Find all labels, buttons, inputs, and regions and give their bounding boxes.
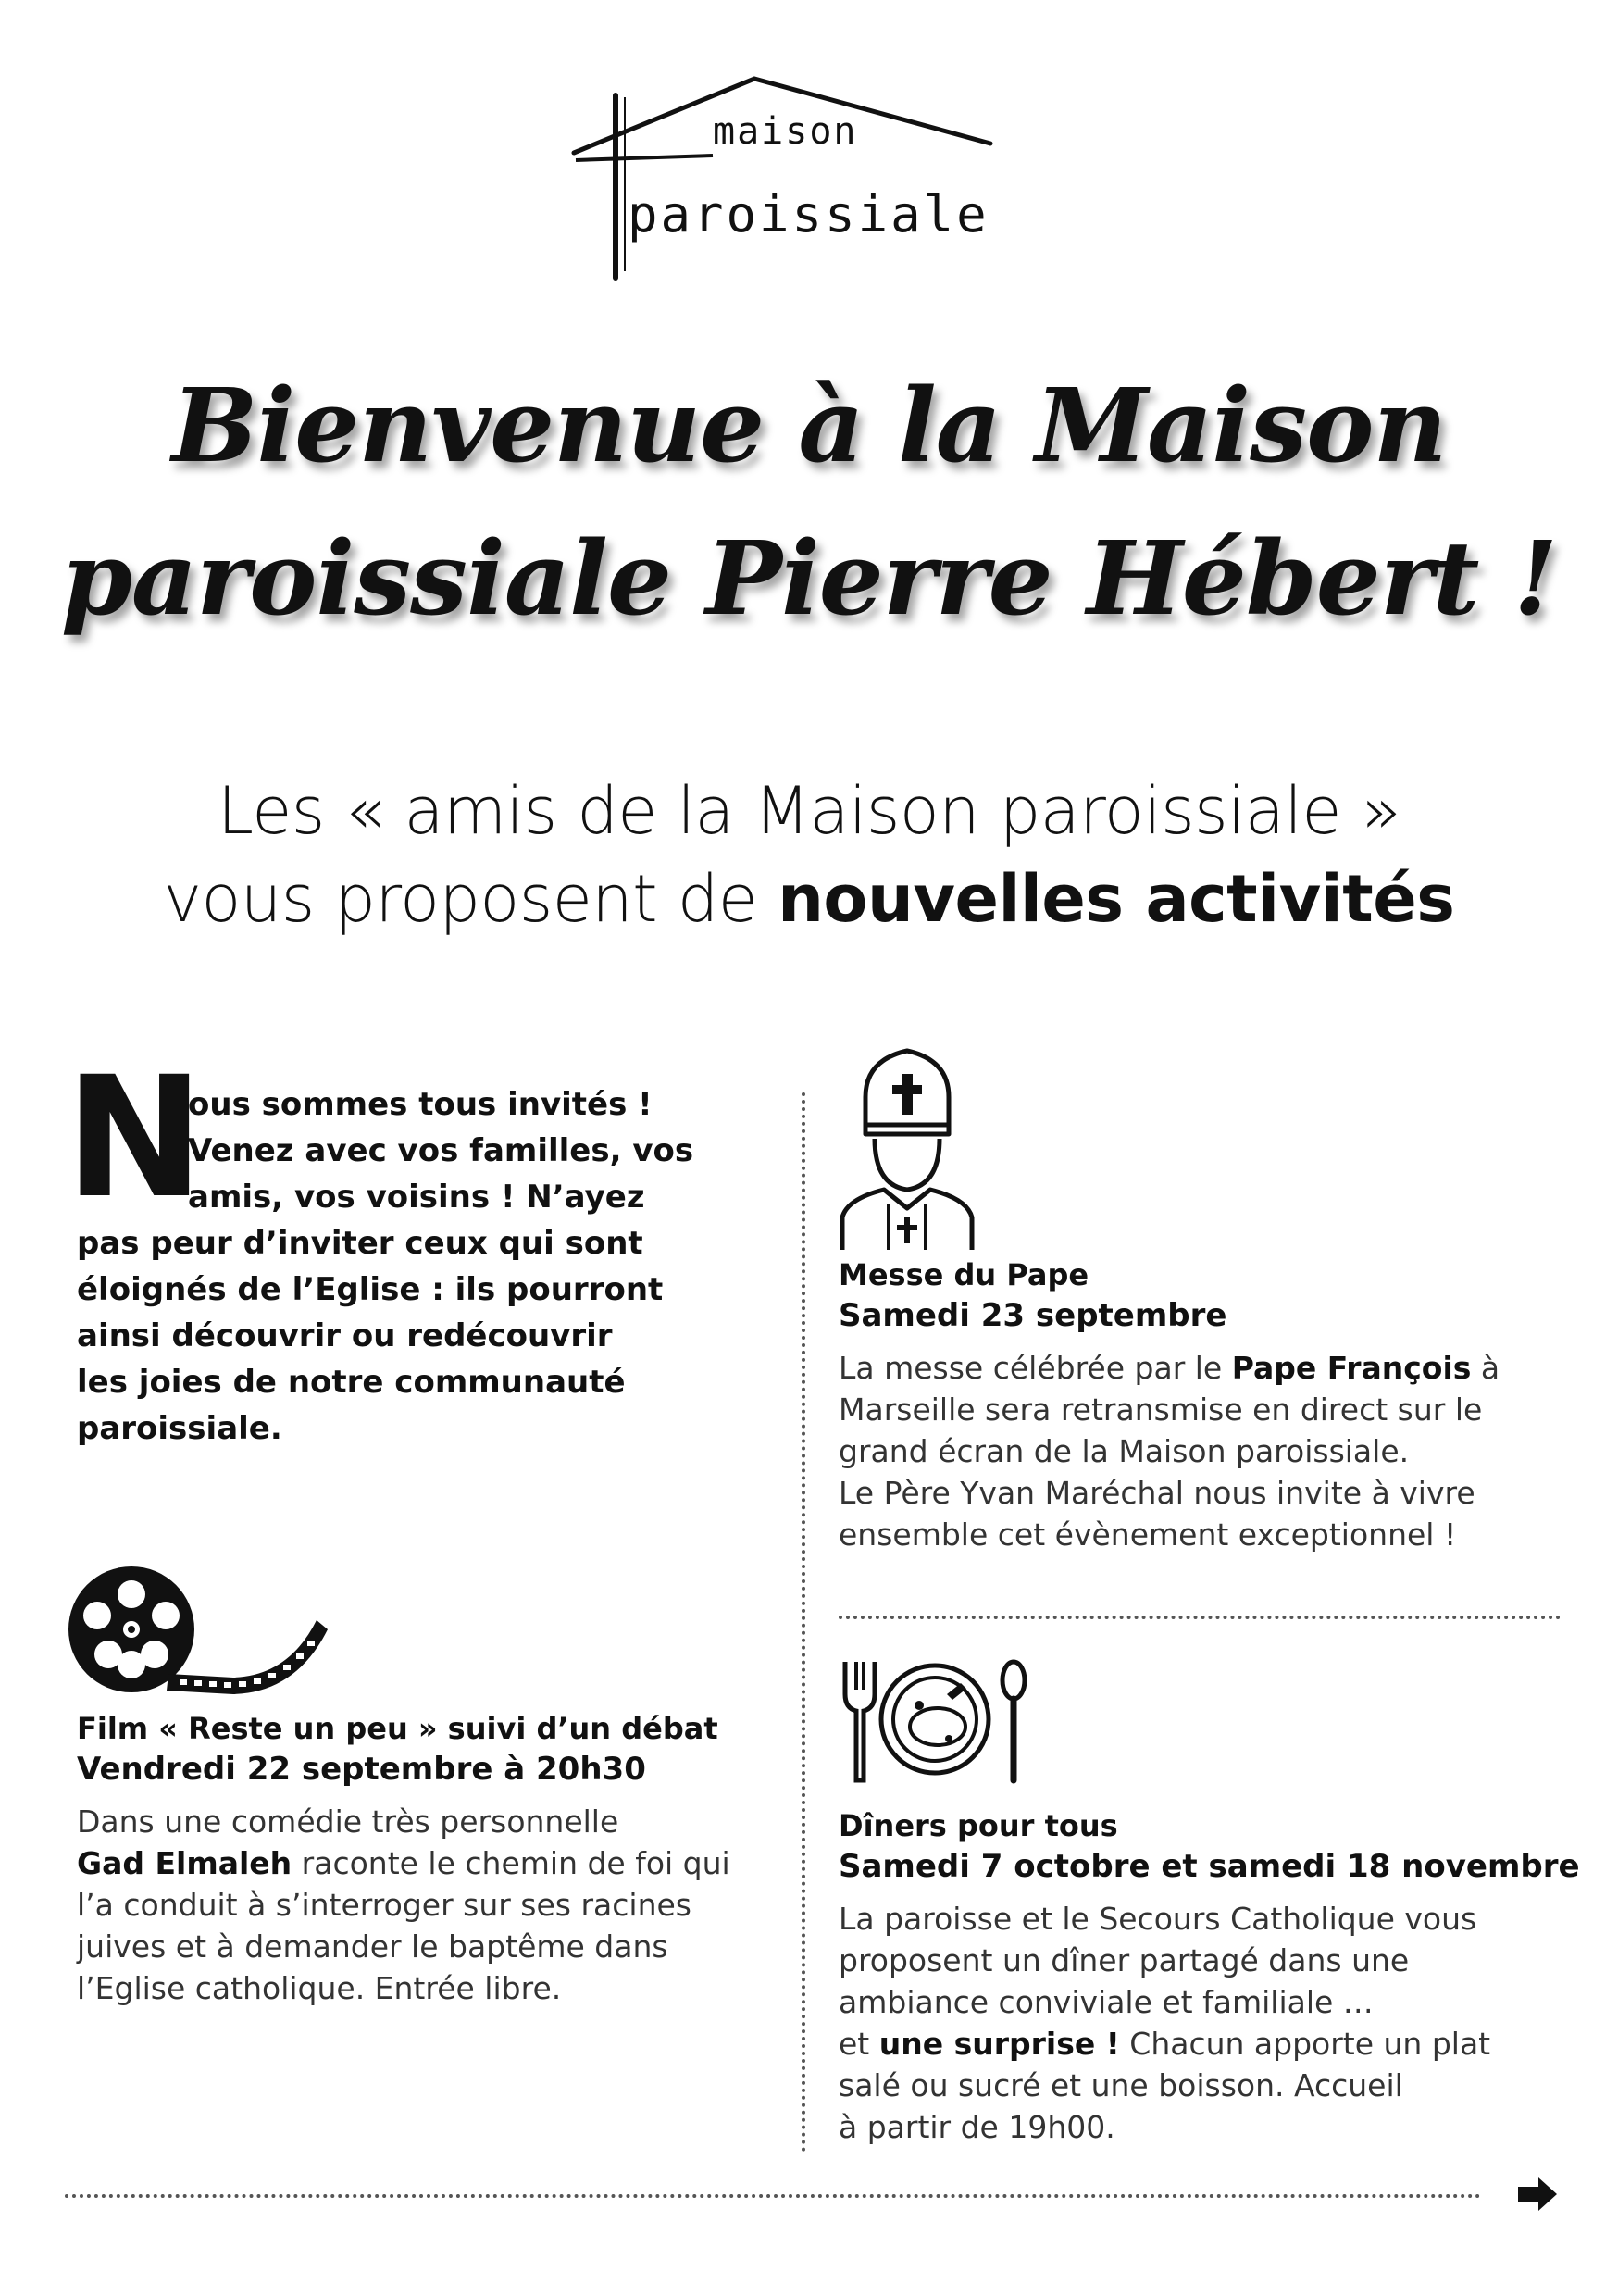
film-body-line: l’Eglise catholique. Entrée libre. (77, 1970, 562, 2006)
intro-line: les joies de notre communauté (77, 1364, 626, 1401)
dinners-body-line: à partir de 19h00. (839, 2109, 1115, 2145)
pope-mass-body-line: ensemble cet évènement exceptionnel ! (839, 1516, 1457, 1553)
gad-elmaleh-bold: Gad Elmaleh (77, 1845, 292, 1881)
dinners-date: Samedi 7 octobre et samedi 18 novembre (839, 1848, 1580, 1885)
intro-line: ous sommes tous invités ! (188, 1086, 653, 1123)
pope-mass-body-text: La messe célébrée par le (839, 1350, 1232, 1386)
subheadline-line2-normal: vous proposent de (163, 861, 778, 937)
film-body-line: l’a conduit à s’interroger sur ses racines (77, 1887, 691, 1923)
subheadline-line2 (0, 861, 1618, 937)
logo-line2: paroissiale (628, 185, 989, 243)
pope-mass-body-line: grand écran de la Maison paroissiale. (839, 1433, 1410, 1469)
arrow-right-icon[interactable] (1518, 2176, 1559, 2213)
right-dotted-divider (839, 1616, 1561, 1619)
vertical-dotted-divider (802, 1092, 805, 2152)
intro-line: amis, vos voisins ! N’ayez (188, 1179, 645, 1216)
pope-mass-body-line (839, 1347, 1500, 1389)
dinners-body-line: salé ou sucré et une boisson. Accueil (839, 2067, 1403, 2103)
intro-line: Venez avec vos familles, vos (188, 1132, 694, 1169)
dinners-body-text: et (839, 2026, 879, 2062)
maison-paroissiale-logo (574, 69, 1009, 292)
pope-icon (838, 1046, 977, 1250)
bottom-dotted-divider (65, 2194, 1481, 2198)
intro-dropcap: N (65, 1042, 197, 1235)
intro-line: pas peur d’inviter ceux qui sont (77, 1225, 643, 1262)
film-body-line: Dans une comédie très personnelle (77, 1803, 619, 1840)
film-reel-icon (67, 1565, 344, 1703)
dinners-body-line (839, 2023, 1490, 2065)
dinners-body-line: ambiance conviviale et familiale … (839, 1984, 1374, 2020)
intro-line: paroissiale. (77, 1410, 282, 1447)
dinners-body-line: proposent un dîner partagé dans une (839, 1942, 1410, 1978)
headline-line2: paroissiale Pierre Hébert ! (60, 518, 1558, 638)
pope-mass-body-line: Le Père Yvan Maréchal nous invite à vivre (839, 1475, 1475, 1511)
intro-line: éloignés de l’Eglise : ils pourront (77, 1271, 664, 1308)
pope-mass-title: Messe du Pape (839, 1257, 1089, 1292)
logo-line1: maison (713, 110, 858, 153)
pope-mass-body-text: à (1471, 1350, 1500, 1386)
intro-line: ainsi découvrir ou redécouvrir (77, 1317, 613, 1354)
dinner-plate-icon (838, 1657, 1032, 1782)
film-date: Vendredi 22 septembre à 20h30 (77, 1751, 646, 1788)
film-body-line (77, 1842, 730, 1884)
dinners-body-line: La paroisse et le Secours Catholique vous (839, 1901, 1477, 1937)
dinners-body-text: Chacun apporte un plat (1119, 2026, 1491, 2062)
pope-mass-body-line: Marseille sera retransmise en direct sur le (839, 1391, 1483, 1428)
subheadline-line2-bold: nouvelles activités (778, 861, 1455, 937)
film-body-text: raconte le chemin de foi qui (292, 1845, 730, 1881)
pope-mass-date: Samedi 23 septembre (839, 1297, 1227, 1334)
headline-line1: Bienvenue à la Maison (171, 366, 1447, 485)
subheadline-line1: Les « amis de la Maison paroissiale » (217, 773, 1401, 849)
surprise-bold: une surprise ! (878, 2026, 1120, 2062)
film-title: Film « Reste un peu » suivi d’un débat (77, 1711, 718, 1746)
dinners-title: Dîners pour tous (839, 1808, 1118, 1843)
pope-francois-bold: Pape François (1231, 1350, 1472, 1386)
film-body-line: juives et à demander le baptême dans (77, 1928, 668, 1965)
